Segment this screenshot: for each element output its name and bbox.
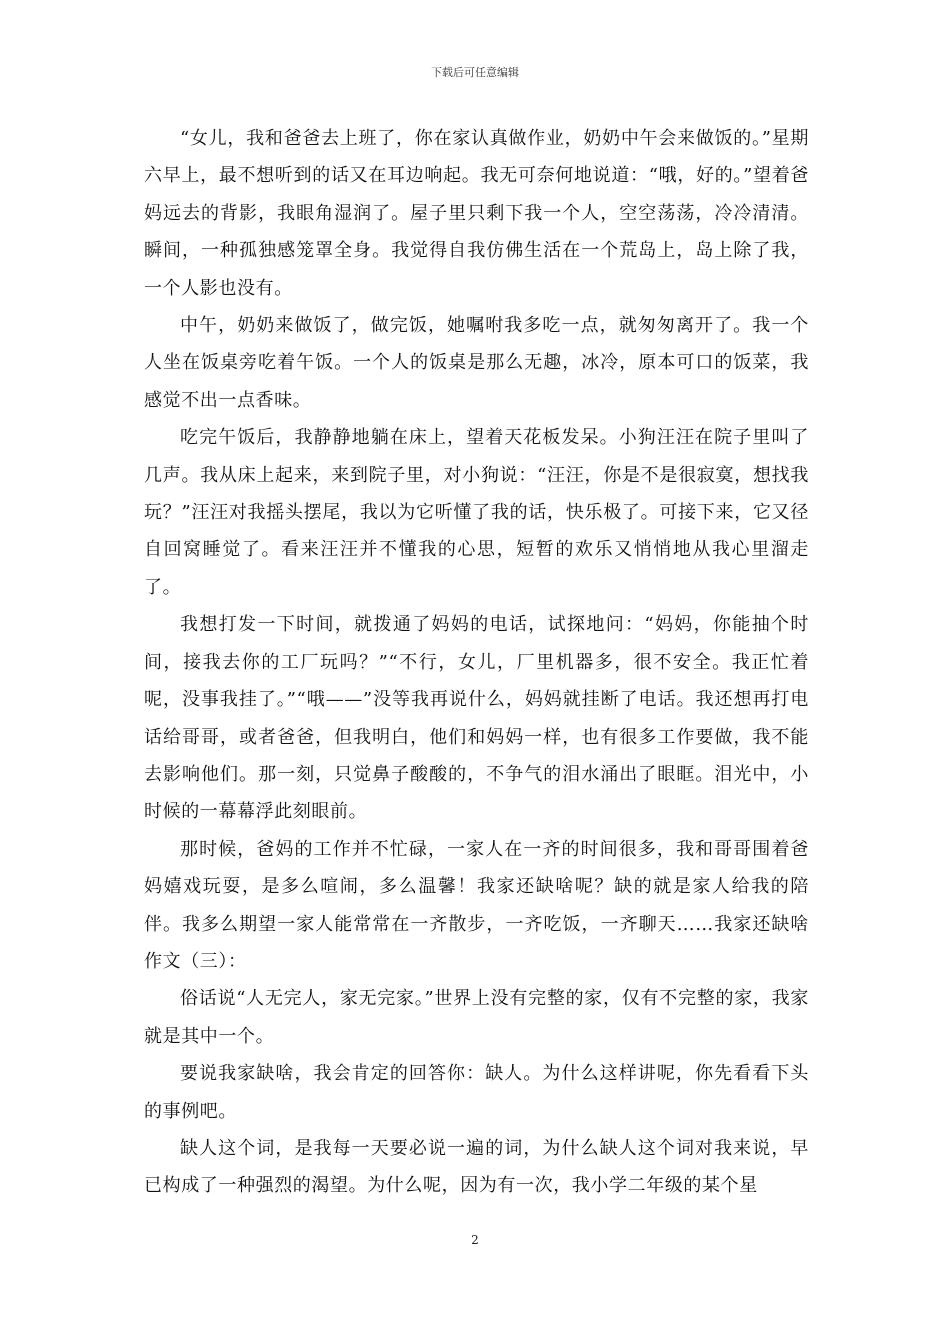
paragraph: 要说我家缺啥，我会肯定的回答你：缺人。为什么这样讲呢，你先看看下头的事例吧。 [144,1063,809,1122]
paragraph: “女儿，我和爸爸去上班了，你在家认真做作业，奶奶中午会来做饭的。”星期六早上，最不想听到的话又在耳边响起。我无可奈何地说道：“哦，好的。”望着爸妈远去的背影，我眼角湿润了。屋子里只剩下我一个人，空空荡荡，冷冷清清。瞬间，一种孤独感笼罩全身。我觉得自我仿佛生活在一个荒岛上，岛上除了我，一个人影也没有。 [144,128,809,299]
paragraph: 俗话说“人无完人，家无完家。”世界上没有完整的家，仅有不完整的家，我家就是其中一个。 [144,988,809,1047]
paragraph: 那时候，爸妈的工作并不忙碌，一家人在一齐的时间很多，我和哥哥围着爸妈嬉戏玩耍，是多么喧闹，多么温馨！我家还缺啥呢？缺的就是家人给我的陪伴。我多么期望一家人能常常在一齐散步，一齐吃饭，一齐聊天……我家还缺啥作文（三）： [144,838,809,972]
paragraph: 中午，奶奶来做饭了，做完饭，她嘱咐我多吃一点，就匆匆离开了。我一个人坐在饭桌旁吃着午饭。一个人的饭桌是那么无趣，冰冷，原本可口的饭菜，我感觉不出一点香味。 [144,315,809,411]
page-header: 下载后可任意编辑 [431,66,519,79]
paragraph: 吃完午饭后，我静静地躺在床上，望着天花板发呆。小狗汪汪在院子里叫了几声。我从床上起来，来到院子里，对小狗说：“汪汪，你是不是很寂寞，想找我玩？”汪汪对我摇头摆尾，我以为它听懂了我的话，快乐极了。可接下来，它又径自回窝睡觉了。看来汪汪并不懂我的心思，短暂的欢乐又悄悄地从我心里溜走了。 [144,427,809,598]
page-number: 2 [471,1233,479,1247]
paragraph: 缺人这个词，是我每一天要必说一遍的词，为什么缺人这个词对我来说，早已构成了一种强烈的渴望。为什么呢，因为有一次，我小学二年级的某个星 [144,1137,809,1197]
paragraph: 我想打发一下时间，就拨通了妈妈的电话，试探地问：“妈妈，你能抽个时间，接我去你的工厂玩吗？”“不行，女儿，厂里机器多，很不安全。我正忙着呢，没事我挂了。”“哦——”没等我再说什么，妈妈就挂断了电话。我还想再打电话给哥哥，或者爸爸，但我明白，他们和妈妈一样，也有很多工作要做，我不能去影响他们。那一刻，只觉鼻子酸酸的，不争气的泪水涌出了眼眶。泪光中，小时候的一幕幕浮此刻眼前。 [144,614,809,823]
document-body [144,120,809,1205]
